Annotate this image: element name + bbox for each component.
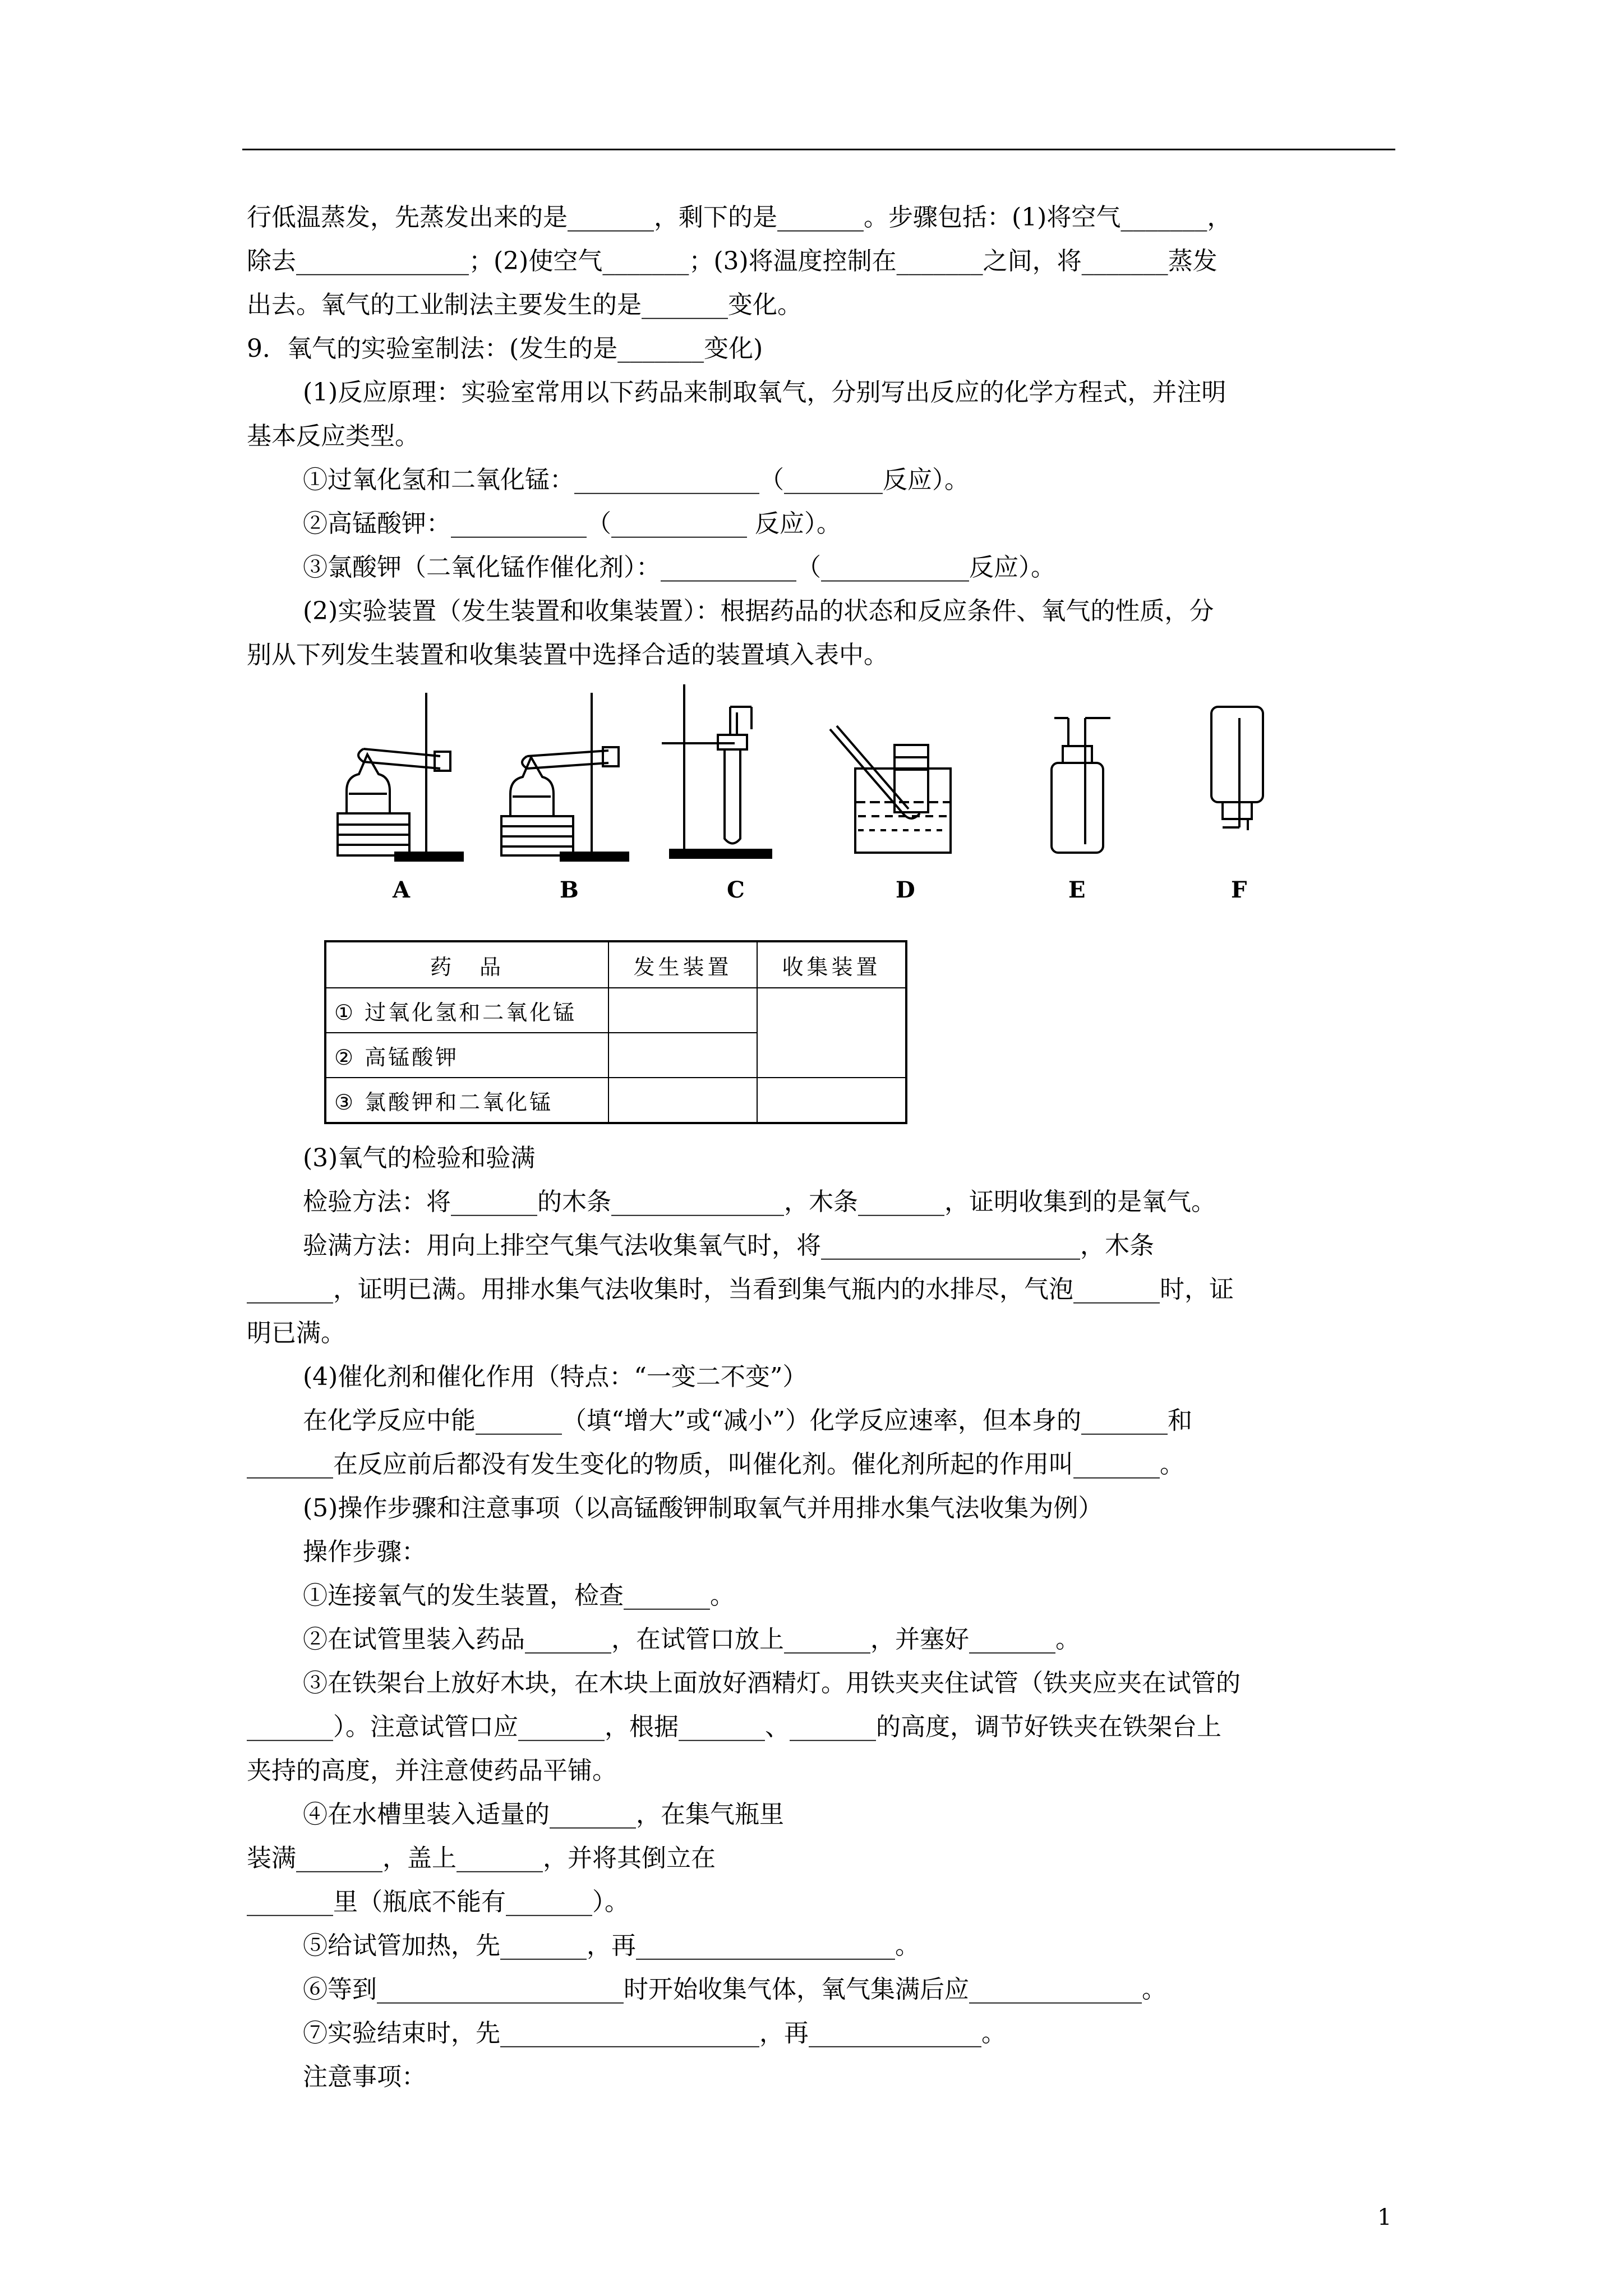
- text-line: ③在铁架台上放好木块，在木块上面放好酒精灯。用铁夹夹住试管（铁夹应夹在试管的: [303, 1669, 1241, 1697]
- table-header: 收集装置: [757, 941, 906, 988]
- table-row: [325, 988, 906, 1033]
- table-cell-generator[interactable]: [608, 1078, 757, 1123]
- text-line: _______里（瓶底不能有_______）。: [247, 1888, 629, 1916]
- figure-label-d: D: [896, 877, 915, 903]
- apparatus-d: [830, 726, 951, 853]
- apparatus-e: [1052, 718, 1110, 853]
- apparatus-a: [338, 693, 463, 861]
- table-header: 发生装置: [608, 941, 757, 988]
- text-line: ③氯酸钾（二氧化锰作催化剂）：___________（____________反应）。: [303, 553, 1055, 582]
- text-line: ②高锰酸钾：___________（___________ 反应）。: [303, 509, 841, 538]
- figure-label-e: E: [1068, 877, 1086, 903]
- text-line: ①连接氧气的发生装置，检查_______。: [303, 1581, 735, 1610]
- text-line: 检验方法：将_______的木条______________，木条_______，证明收集到的是氧气。: [303, 1188, 1216, 1216]
- text-line: _______）。注意试管口应_______，根据_______、_______的高度，调节好铁夹在铁架台上: [247, 1713, 1221, 1741]
- header-rule: [242, 149, 1395, 150]
- text-line: 夹持的高度，并注意使药品平铺。: [247, 1756, 617, 1785]
- text-line: ④在水槽里装入适量的_______，在集气瓶里: [303, 1800, 784, 1829]
- text-line: 注意事项：: [303, 2063, 426, 2091]
- text-line: ②在试管里装入药品_______，在试管口放上_______，并塞好_______。: [303, 1625, 1080, 1654]
- table-cell-generator[interactable]: [608, 1033, 757, 1078]
- table-cell-collector[interactable]: [757, 988, 906, 1078]
- text-line: 验满方法：用向上排空气集气法收集氧气时，将_____________________，木条: [303, 1231, 1154, 1260]
- text-line: 基本反应类型。: [247, 422, 419, 450]
- text-line: 别从下列发生装置和收集装置中选择合适的装置填入表中。: [247, 641, 888, 669]
- apparatus-c: [662, 684, 771, 858]
- question-heading: 9．氧气的实验室制法：(发生的是_______变化): [247, 334, 763, 363]
- text-line: 在化学反应中能_______（填“增大”或“减小”）化学反应速率，但本身的_______和: [303, 1406, 1192, 1435]
- page-number: 1: [1377, 2205, 1392, 2230]
- text-line: 行低温蒸发，先蒸发出来的是_______，剩下的是_______。步骤包括：(1)将空气_______，: [247, 203, 1232, 232]
- table-cell-reagent: ① 过氧化氢和二氧化锰: [325, 988, 608, 1033]
- text-line: ①过氧化氢和二氧化锰：_______________（________反应）。: [303, 466, 969, 494]
- figure-label-b: B: [560, 877, 579, 903]
- figure-label-f: F: [1231, 877, 1247, 903]
- apparatus-figure: [325, 684, 1312, 909]
- apparatus-f: [1211, 707, 1263, 830]
- table-cell-generator[interactable]: [608, 988, 757, 1033]
- text-line: 出去。氧气的工业制法主要发生的是_______变化。: [247, 291, 802, 319]
- text-line: _______，证明已满。用排水集气法收集时，当看到集气瓶内的水排尽，气泡_______时，证: [247, 1275, 1234, 1304]
- apparatus-table: [324, 940, 907, 1124]
- text-line: 除去______________；(2)使空气_______；(3)将温度控制在_______之间，将_______蒸发: [247, 247, 1218, 275]
- section-heading: (4)催化剂和催化作用（特点：“一变二不变”）: [303, 1363, 808, 1391]
- table-header: 药 品: [325, 941, 608, 988]
- apparatus-diagram: [325, 684, 1312, 909]
- text-line: _______在反应前后都没有发生变化的物质，叫催化剂。催化剂所起的作用叫_______。: [247, 1450, 1184, 1479]
- table-cell-reagent: ② 高锰酸钾: [325, 1033, 608, 1078]
- table-cell-reagent: ③ 氯酸钾和二氧化锰: [325, 1078, 608, 1123]
- table-row: [325, 1078, 906, 1123]
- apparatus-b: [501, 693, 628, 861]
- section-heading: (5)操作步骤和注意事项（以高锰酸钾制取氧气并用排水集气法收集为例）: [303, 1494, 1103, 1522]
- table-header-row: [325, 941, 906, 988]
- section-heading: (3)氧气的检验和验满: [303, 1144, 536, 1172]
- text-line: 明已满。: [247, 1319, 345, 1347]
- text-line: (2)实验装置（发生装置和收集装置）：根据药品的状态和反应条件、氧气的性质，分: [303, 597, 1214, 625]
- text-line: (1)反应原理：实验室常用以下药品来制取氧气，分别写出反应的化学方程式，并注明: [303, 378, 1227, 407]
- text-line: ⑦实验结束时，先_____________________，再______________。: [303, 2019, 1006, 2047]
- text-line: ⑤给试管加热，先_______，再_____________________。: [303, 1931, 920, 1960]
- figure-label-c: C: [727, 877, 745, 903]
- figure-label-a: A: [393, 877, 411, 903]
- text-line: 装满_______，盖上_______，并将其倒立在: [247, 1844, 716, 1872]
- table-cell-collector[interactable]: [757, 1078, 906, 1123]
- text-line: 操作步骤：: [303, 1538, 426, 1566]
- text-line: ⑥等到____________________时开始收集气体，氧气集满后应______________。: [303, 1975, 1166, 2004]
